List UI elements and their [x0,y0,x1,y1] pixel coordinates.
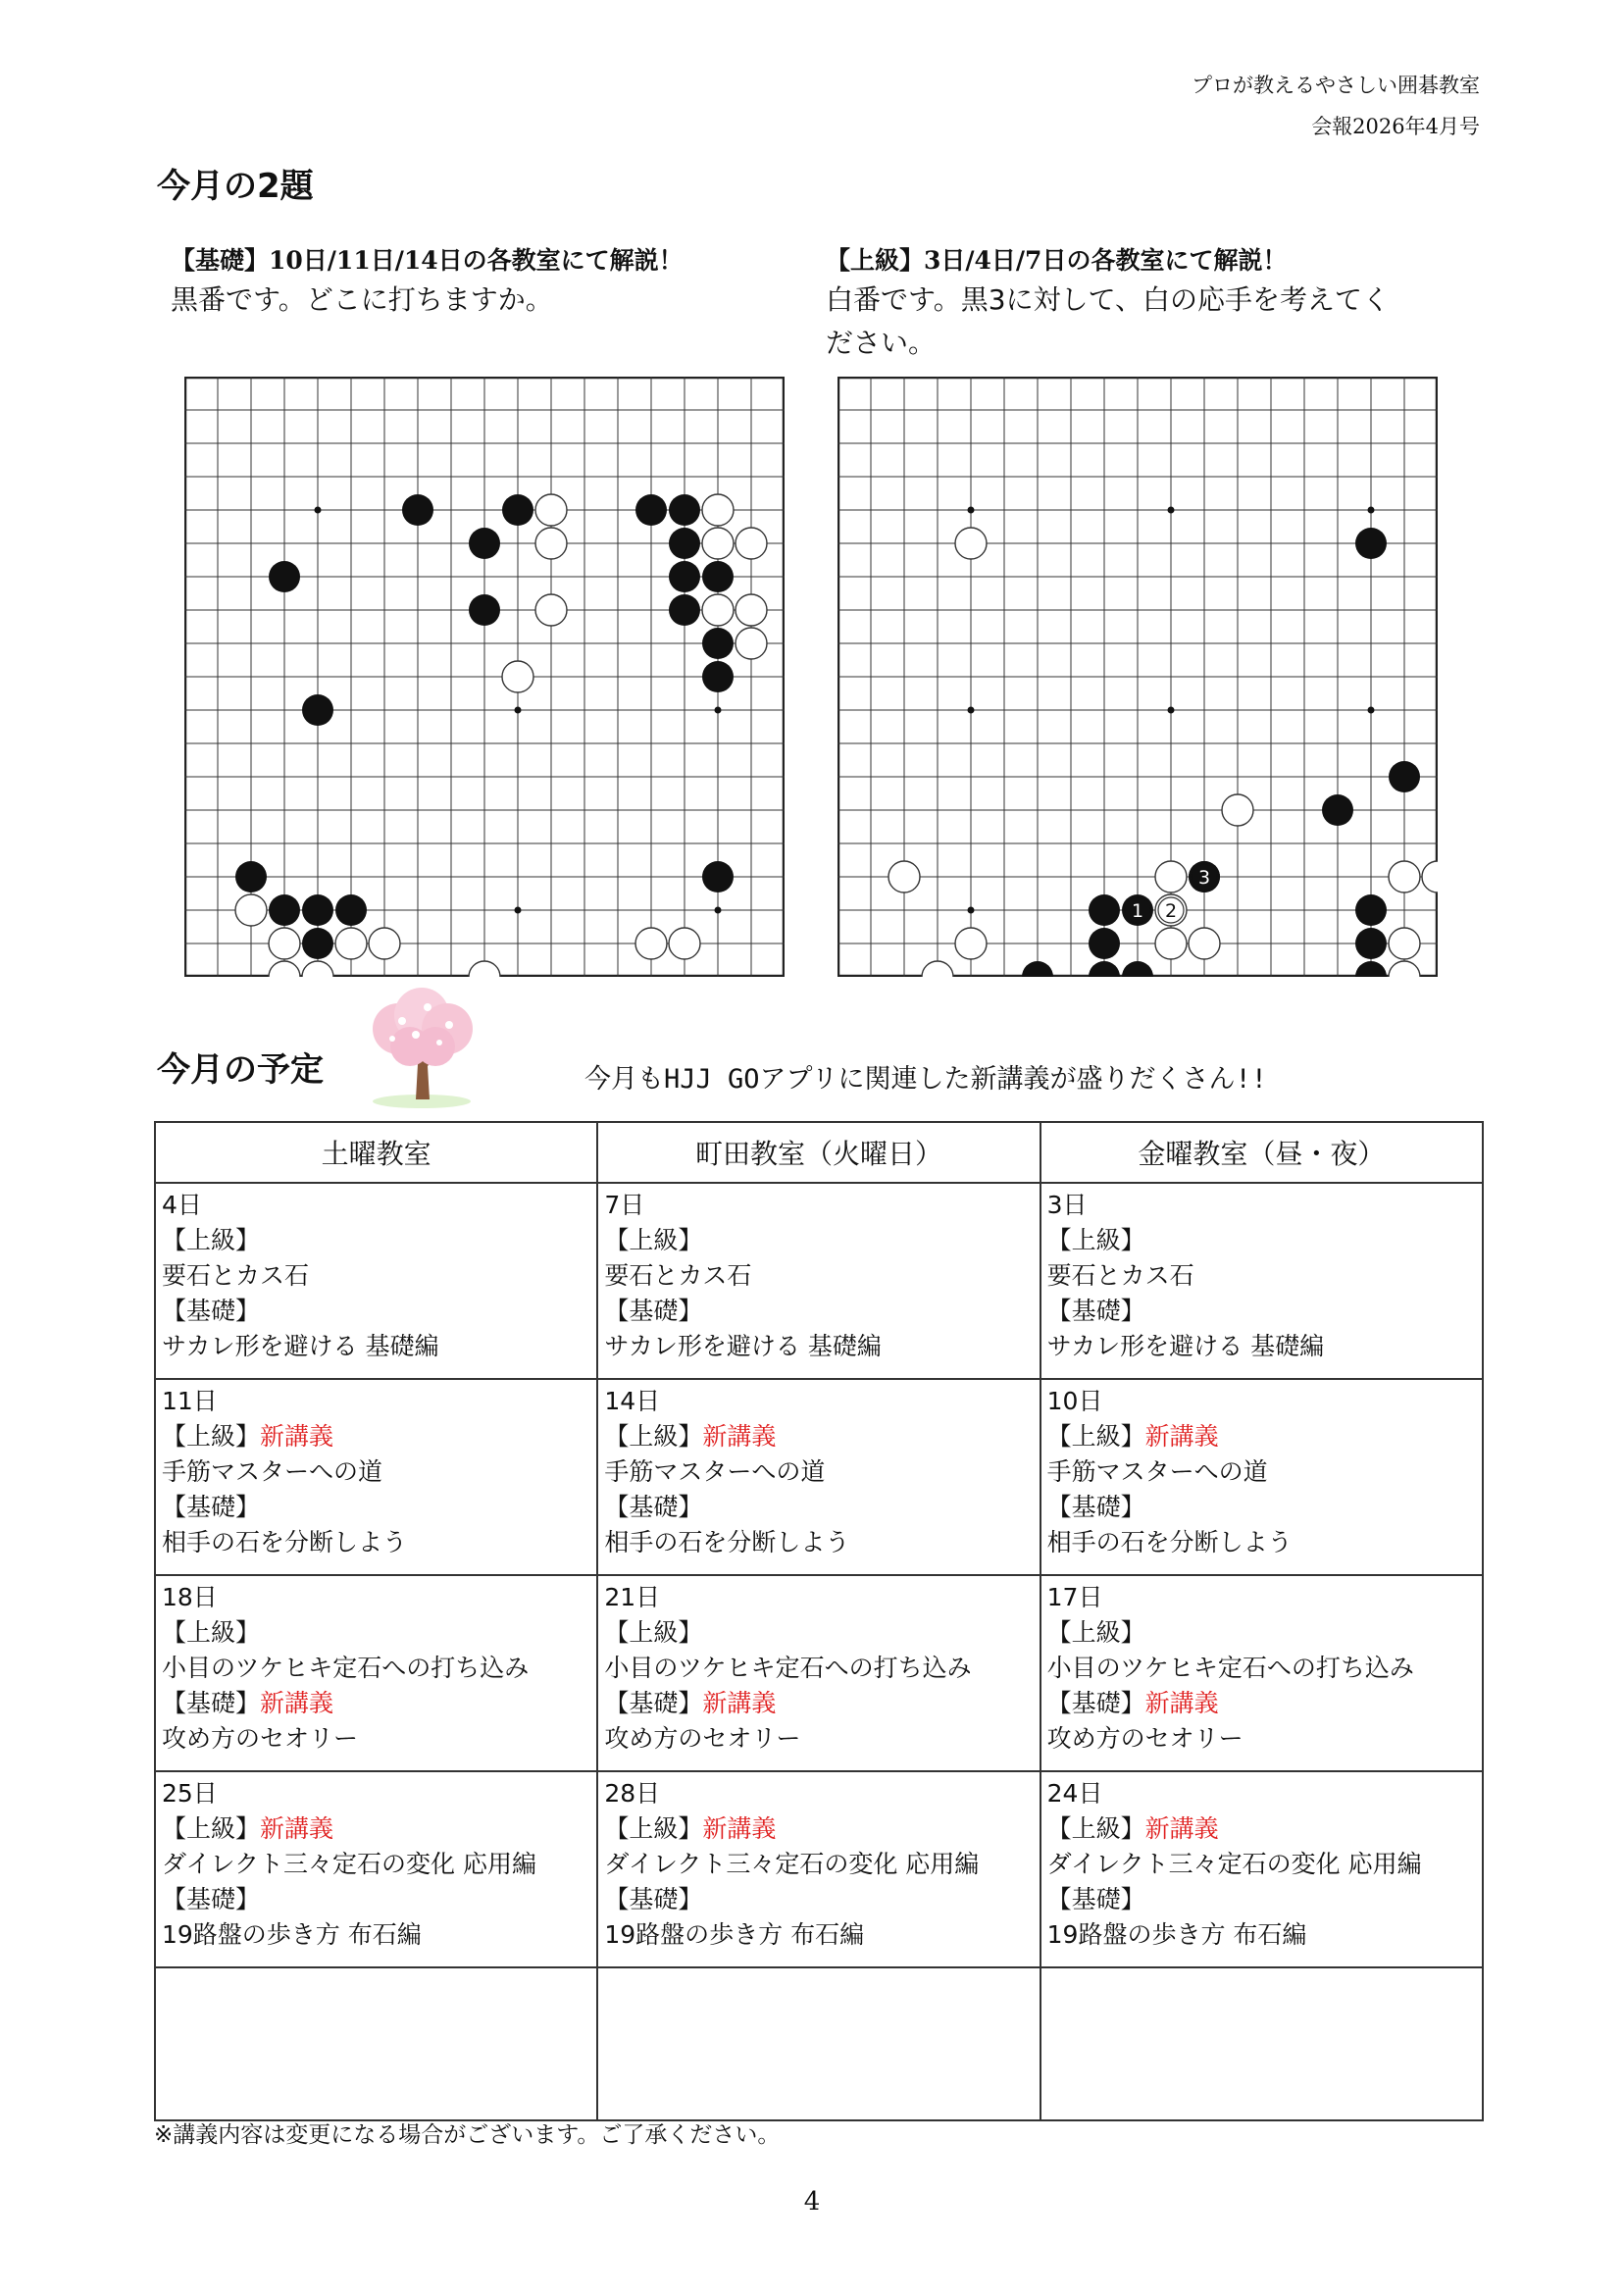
white-stone [235,894,267,926]
basic-label: 【基礎】 [604,1297,703,1325]
black-stone [1355,894,1387,926]
basic-label: 【基礎】 [162,1885,261,1913]
basic-lesson-title: 攻め方のセオリー [604,1724,801,1753]
advanced-label: 【上級】 [1046,1226,1145,1254]
basic-lesson-title: 19路盤の歩き方 布石編 [604,1920,865,1949]
schedule-cell [155,1575,597,1771]
advanced-label: 【上級】 [604,1226,703,1254]
star-point [715,907,722,914]
black-stone [1089,928,1120,959]
advanced-problem-question [826,279,1390,365]
basic-lesson-title: 攻め方のセオリー [162,1724,359,1753]
white-stone [535,594,567,626]
star-point [1168,507,1175,514]
schedule-cell [597,1771,1040,1967]
schedule-cell [1040,1771,1483,1967]
advanced-lesson-title: ダイレクト三々定石の変化 応用編 [604,1850,980,1878]
advanced-label: 【上級】 [162,1618,261,1647]
basic-label: 【基礎】 [1046,1885,1145,1913]
black-stone [302,694,333,726]
white-stone [736,628,767,659]
basic-lesson-title: 攻め方のセオリー [1046,1724,1243,1753]
white-stone [702,594,734,626]
lesson-date: 14日 [604,1387,661,1415]
star-point [715,707,722,714]
white-stone [1389,861,1420,892]
schedule-cell-empty [597,1967,1040,2120]
white-stone [955,928,987,959]
white-stone [736,594,767,626]
advanced-label: 【上級】 [1046,1618,1145,1647]
star-point [1168,707,1175,714]
black-stone [702,628,734,659]
advanced-label: 【上級】 [162,1814,261,1843]
basic-problem-question: 黒番です。どこに打ちますか。 [171,283,553,316]
column-header-machida: 町田教室（火曜日） [597,1122,1040,1183]
black-stone [502,494,533,526]
advanced-lesson-title: 小目のツケヒキ定石への打ち込み [162,1654,530,1682]
advanced-label: 【上級】 [1046,1814,1145,1843]
white-stone [736,528,767,559]
schedule-cell [1040,1575,1483,1771]
schedule-row [155,1575,1483,1771]
star-point [968,907,975,914]
white-stone [369,928,400,959]
star-point [315,507,322,514]
white-stone [955,528,987,559]
schedule-cell [155,1183,597,1379]
black-stone [1355,528,1387,559]
basic-label: 【基礎】 [1046,1493,1145,1521]
new-lecture-badge: 新講義 [1144,1422,1219,1451]
schedule-cell [1040,1183,1483,1379]
schedule-cell-empty [1040,1967,1483,2120]
white-stone [702,494,734,526]
basic-lesson-title: サカレ形を避ける 基礎編 [162,1332,439,1360]
move-number: 2 [1164,900,1178,922]
white-stone [1155,861,1187,892]
black-stone [335,894,367,926]
issue-label: 会報2026年4月号 [1311,115,1480,138]
cherry-blossom-tree-icon [359,986,484,1111]
advanced-label: 【上級】 [1046,1422,1145,1451]
advanced-label: 【上級】 [604,1814,703,1843]
white-stone [1155,928,1187,959]
schedule-cell [597,1379,1040,1575]
black-stone [669,528,700,559]
black-stone [669,594,700,626]
move-number: 1 [1131,900,1144,922]
schedule-cell-empty [155,1967,597,2120]
lesson-date: 18日 [162,1583,218,1611]
basic-lesson-title: 相手の石を分断しよう [162,1528,408,1556]
column-header-saturday: 土曜教室 [155,1122,597,1183]
lesson-date: 7日 [604,1191,645,1219]
advanced-lesson-title: ダイレクト三々定石の変化 応用編 [1046,1850,1422,1878]
advanced-question-line2: ださい。 [826,327,937,359]
white-stone [1189,928,1220,959]
advanced-lesson-title: 要石とカス石 [1046,1261,1194,1290]
basic-label: 【基礎】 [1046,1297,1145,1325]
white-stone [269,928,300,959]
black-stone [669,494,700,526]
schedule-row [155,1183,1483,1379]
white-stone [888,861,920,892]
white-stone [535,528,567,559]
white-stone [335,928,367,959]
black-stone [635,494,667,526]
white-stone [1222,794,1253,826]
advanced-lesson-title: 小目のツケヒキ定石への打ち込み [1046,1654,1414,1682]
lesson-date: 21日 [604,1583,661,1611]
star-point [968,507,975,514]
school-name: プロが教えるやさしい囲碁教室 [1192,74,1480,97]
advanced-lesson-title: 要石とカス石 [162,1261,310,1290]
footnote: ※講義内容は変更になる場合がございます。ご了承ください。 [154,2122,781,2148]
move-number: 3 [1197,867,1211,889]
advanced-lesson-title: ダイレクト三々定石の変化 応用編 [162,1850,536,1878]
black-stone [702,561,734,592]
schedule-cell [597,1575,1040,1771]
basic-lesson-title: 相手の石を分断しよう [604,1528,850,1556]
basic-lesson-title: サカレ形を避ける 基礎編 [604,1332,882,1360]
black-stone [235,861,267,892]
schedule-cell [1040,1379,1483,1575]
basic-label: 【基礎】 [604,1493,703,1521]
black-stone [469,528,500,559]
schedule-note: 今月もHJJ GOアプリに関連した新講義が盛りだくさん!! [584,1064,1267,1095]
black-stone [269,561,300,592]
advanced-lesson-title: 手筋マスターへの道 [1046,1457,1268,1486]
black-stone [1322,794,1353,826]
basic-label: 【基礎】 [604,1689,703,1717]
lesson-date: 28日 [604,1779,661,1808]
basic-label: 【基礎】 [162,1493,261,1521]
schedule-cell [155,1379,597,1575]
lesson-date: 3日 [1046,1191,1088,1219]
new-lecture-badge: 新講義 [702,1422,777,1451]
new-lecture-badge: 新講義 [702,1689,777,1717]
schedule-title: 今月の予定 [157,1050,324,1090]
new-lecture-badge: 新講義 [1144,1689,1219,1717]
white-stone [635,928,667,959]
lesson-date: 24日 [1046,1779,1103,1808]
advanced-question-line1: 白番です。黒3に対して、白の応手を考えてく [826,283,1391,316]
advanced-label: 【上級】 [604,1618,703,1647]
lesson-date: 10日 [1046,1387,1103,1415]
advanced-lesson-title: 小目のツケヒキ定石への打ち込み [604,1654,972,1682]
page-number: 4 [803,2187,821,2217]
advanced-lesson-title: 手筋マスターへの道 [604,1457,826,1486]
black-stone [669,561,700,592]
advanced-label: 【上級】 [604,1422,703,1451]
black-stone [302,894,333,926]
white-stone [1389,928,1420,959]
schedule-row [155,1771,1483,1967]
star-point [515,907,522,914]
advanced-label: 【上級】 [162,1422,261,1451]
lesson-date: 11日 [162,1387,218,1415]
black-stone [702,661,734,692]
black-stone [302,928,333,959]
white-stone [702,528,734,559]
basic-lesson-title: 19路盤の歩き方 布石編 [1046,1920,1307,1949]
lesson-date: 4日 [162,1191,202,1219]
advanced-problem-heading: 【上級】3日/4日/7日の各教室にて解説！ [826,246,1288,275]
black-stone [702,861,734,892]
basic-lesson-title: 19路盤の歩き方 布石編 [162,1920,422,1949]
schedule-cell [155,1771,597,1967]
schedule-row [155,1379,1483,1575]
schedule-cell [597,1183,1040,1379]
star-point [968,707,975,714]
star-point [1368,507,1375,514]
advanced-label: 【上級】 [162,1226,261,1254]
advanced-lesson-title: 要石とカス石 [604,1261,752,1290]
advanced-lesson-title: 手筋マスターへの道 [162,1457,383,1486]
basic-label: 【基礎】 [604,1885,703,1913]
basic-label: 【基礎】 [162,1689,261,1717]
advanced-go-board [837,377,1438,977]
white-stone [535,494,567,526]
black-stone [269,894,300,926]
star-point [515,707,522,714]
basic-label: 【基礎】 [1046,1689,1145,1717]
lesson-date: 25日 [162,1779,218,1808]
schedule-row-empty [155,1967,1483,2120]
basic-go-board [184,377,785,977]
basic-lesson-title: 相手の石を分断しよう [1046,1528,1293,1556]
lesson-date: 17日 [1046,1583,1103,1611]
basic-label: 【基礎】 [162,1297,261,1325]
basic-problem-heading: 【基礎】10日/11日/14日の各教室にて解説！ [171,246,684,275]
black-stone [469,594,500,626]
white-stone [502,661,533,692]
new-lecture-badge: 新講義 [260,1689,334,1717]
black-stone [402,494,433,526]
column-header-friday: 金曜教室（昼・夜） [1040,1122,1483,1183]
new-lecture-badge: 新講義 [260,1422,334,1451]
schedule-table [154,1121,1484,2121]
new-lecture-badge: 新講義 [260,1814,334,1843]
new-lecture-badge: 新講義 [1144,1814,1219,1843]
black-stone [1389,761,1420,792]
new-lecture-badge: 新講義 [702,1814,777,1843]
white-stone [669,928,700,959]
black-stone [1355,928,1387,959]
black-stone [1089,894,1120,926]
star-point [1368,707,1375,714]
basic-lesson-title: サカレ形を避ける 基礎編 [1046,1332,1325,1360]
problems-title: 今月の2題 [157,167,314,206]
